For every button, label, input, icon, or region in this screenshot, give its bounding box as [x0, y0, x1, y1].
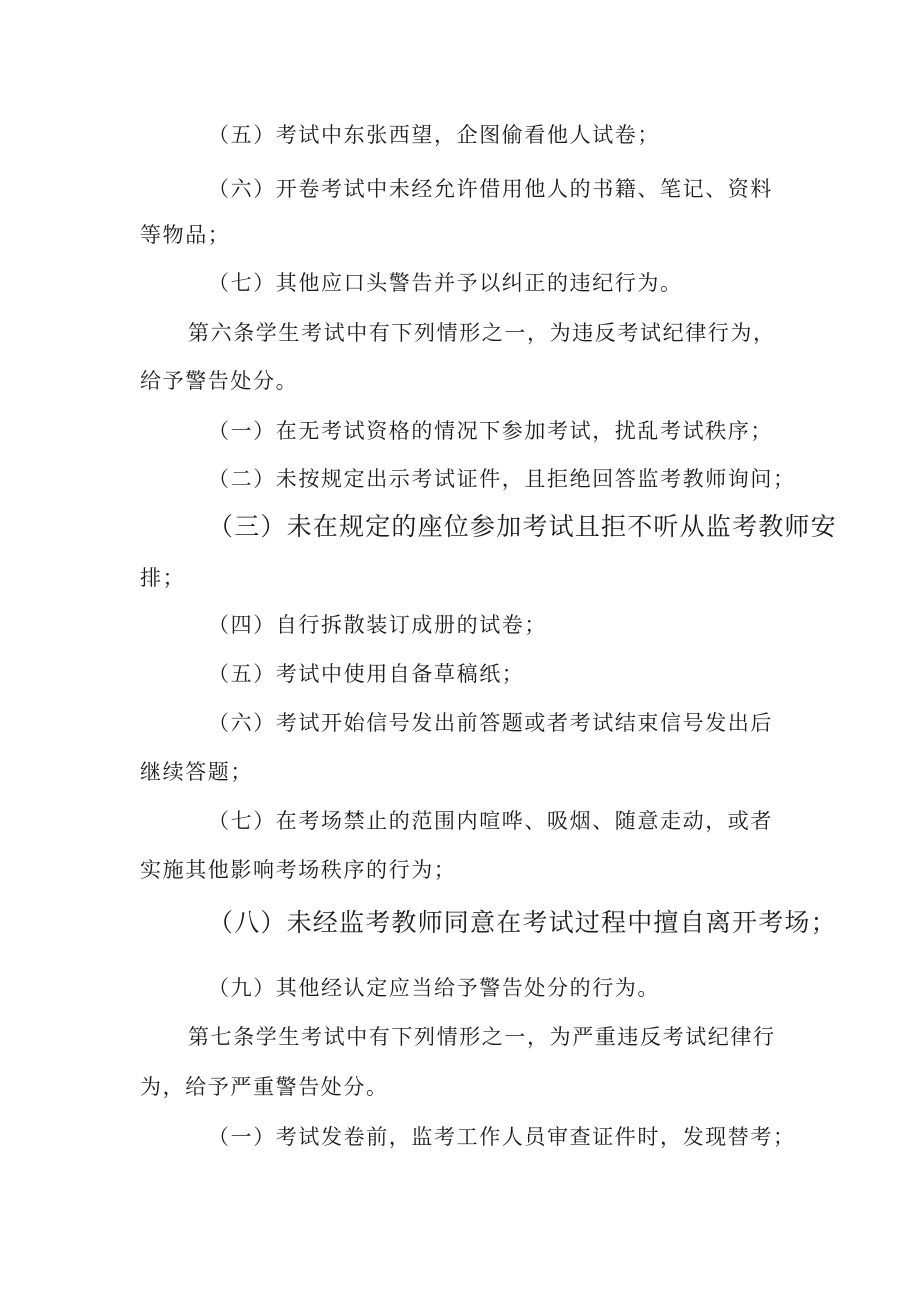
art6-item-3: （三）未在规定的座位参加考试且拒不听从监考教师安: [208, 512, 837, 541]
art6-item-9: （九）其他经认定应当给予警告处分的行为。: [208, 976, 660, 1000]
art6-item-8: （八）未经监考教师同意在考试过程中擅自离开考场；: [208, 908, 837, 937]
item-5-text: （五）考试中东张西望，企图偷看他人试卷；: [208, 123, 660, 147]
art6-item-6-continuation: 继续答题；: [140, 760, 253, 784]
art6-item-6: （六）考试开始信号发出前答题或者考试结束信号发出后: [208, 711, 773, 735]
item-6-continuation: 等物品；: [140, 223, 231, 247]
art6-item-5: （五）考试中使用自备草稿纸；: [208, 662, 525, 686]
article-6-continuation: 给予警告处分。: [140, 369, 299, 393]
art6-item-3-continuation: 排；: [140, 566, 186, 590]
art6-item-2: （二）未按规定出示考试证件，且拒绝回答监考教师询问；: [208, 467, 796, 491]
article-7-heading: 第七条学生考试中有下列情形之一，为严重违反考试纪律行: [188, 1025, 776, 1049]
article-6-heading: 第六条学生考试中有下列情形之一，为违反考试纪律行为，: [188, 321, 776, 345]
art6-item-7-continuation: 实施其他影响考场秩序的行为；: [140, 858, 457, 882]
item-7-text: （七）其他应口头警告并予以纠正的违纪行为。: [208, 271, 683, 295]
article-7-continuation: 为，给予严重警告处分。: [140, 1075, 389, 1099]
art7-item-1: （一）考试发卷前，监考工作人员审查证件时，发现替考；: [208, 1125, 796, 1149]
art6-item-1: （一）在无考试资格的情况下参加考试，扰乱考试秩序；: [208, 419, 773, 443]
item-6-text: （六）开卷考试中未经允许借用他人的书籍、笔记、资料: [208, 177, 773, 201]
art6-item-7: （七）在考场禁止的范围内喧哗、吸烟、随意走动，或者: [208, 809, 773, 833]
art6-item-4: （四）自行拆散装订成册的试卷；: [208, 613, 547, 637]
